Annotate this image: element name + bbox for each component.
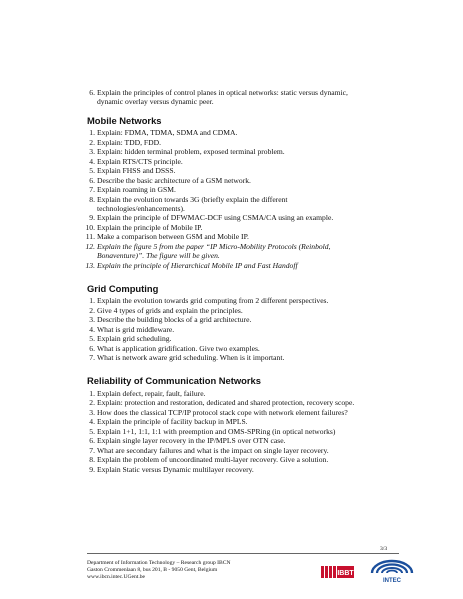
list-item [85, 222, 427, 232]
item-number: 1. [89, 388, 95, 398]
item-number: 6. [89, 436, 95, 445]
item-text-line: Explain the problem of uncoordinated multi-layer recovery. Give a solution. [97, 455, 329, 464]
list-item [89, 353, 427, 362]
list-item [89, 455, 427, 464]
section-heading: Mobile Networks [87, 115, 162, 126]
item-number: 1. [89, 128, 95, 137]
item-number: 5. [89, 166, 95, 175]
list-item [89, 398, 427, 407]
list-item [89, 88, 427, 107]
item-text-line: Explain the principle of Hierarchical Mobile IP and Fast Handoff [97, 260, 298, 270]
item-text-line: What is network aware grid scheduling. When is it important. [97, 353, 285, 362]
list-item [89, 343, 427, 353]
item-number: 5. [89, 426, 95, 436]
item-text-line: Explain RTS/CTS principle. [97, 156, 183, 166]
intec-logo [368, 557, 416, 584]
footer-website: www.ibcn.intec.UGent.be [87, 574, 146, 580]
item-text-line: Explain FHSS and DSSS. [97, 166, 176, 175]
item-text-line: Explain: FDMA, TDMA, SDMA and CDMA. [97, 128, 238, 137]
section-heading: Reliability of Communication Networks [87, 375, 261, 386]
item-number: 4. [89, 324, 95, 334]
item-number: 2. [89, 398, 95, 407]
item-text-line: Explain the evolution towards 3G (briefly explain the different [97, 194, 288, 204]
item-number: 7. [89, 185, 95, 194]
item-text-line: Explain single layer recovery in the IP/MPLS over OTN case. [97, 436, 286, 445]
list-item [89, 194, 427, 214]
intec-logo-text: INTEC [383, 578, 401, 584]
list-item [89, 156, 427, 166]
list-item [89, 296, 427, 305]
item-number: 3. [89, 147, 95, 156]
list-item [89, 407, 427, 417]
item-text-line: Explain: protection and restoration, dedicated and shared protection, recovery scope. [97, 398, 355, 407]
list-item [89, 464, 427, 474]
list-item [89, 436, 427, 445]
list-item [89, 185, 427, 194]
item-text-line: Explain the evolution towards grid computing from 2 different perspectives. [97, 296, 329, 305]
page-number: 3/3 [380, 546, 388, 552]
item-number: 11. [85, 232, 95, 241]
list-item [89, 315, 427, 324]
item-text-line: Explain: TDD, FDD. [97, 137, 161, 147]
item-number: 7. [89, 353, 95, 362]
item-text-line: Explain the principles of control planes in optical networks: static versus dynamic, [97, 88, 348, 97]
list-item [89, 166, 427, 175]
section-heading: Grid Computing [87, 283, 159, 294]
ibbt-logo-text: IBBT [337, 570, 354, 577]
list-item [89, 417, 427, 426]
item-number: 10. [85, 222, 95, 232]
item-text-line: How does the classical TCP/IP protocol stack cope with network element failures? [97, 407, 348, 417]
item-text-line: Describe the basic architecture of a GSM network. [97, 175, 251, 185]
item-number: 6. [89, 175, 95, 185]
item-number: 9. [89, 464, 95, 474]
item-number: 3. [89, 407, 95, 417]
list-item [89, 445, 427, 455]
list-item [85, 241, 427, 261]
item-text-line: Explain Static versus Dynamic multilayer recovery. [97, 464, 254, 474]
item-text-line: Explain defect, repair, fault, failure. [97, 388, 206, 398]
item-number: 2. [89, 137, 95, 147]
item-text-line: Give 4 types of grids and explain the principles. [97, 305, 243, 315]
item-number: 1. [89, 296, 95, 305]
item-number: 4. [89, 156, 95, 166]
item-text-line: technologies/enhancements). [97, 203, 185, 213]
list-item [89, 175, 427, 185]
item-text-line: Explain the figure 5 from the paper “IP Micro-Mobility Protocols (Reinbold, [97, 241, 331, 251]
item-text-line: Make a comparison between GSM and Mobile IP. [97, 232, 249, 241]
list-item [89, 213, 427, 222]
item-text-line: Explain grid scheduling. [97, 334, 172, 343]
item-text-line: What is application gridification. Give two examples. [97, 343, 260, 353]
item-number: 3. [89, 315, 95, 324]
item-number: 13. [85, 260, 95, 270]
list-item [85, 232, 427, 241]
list-item [85, 260, 427, 270]
list-item [89, 388, 427, 398]
item-number: 8. [89, 455, 95, 464]
item-number: 7. [89, 445, 95, 455]
item-number: 8. [89, 194, 95, 204]
item-number: 4. [89, 417, 95, 426]
footer-address: Gaston Crommenlaan 8, bus 201, B - 9050 Gent, Belgium [87, 567, 218, 573]
item-text-line: Explain the principle of DFWMAC-DCF using CSMA/CA using an example. [97, 213, 334, 222]
list-item [89, 137, 427, 147]
item-number: 5. [89, 334, 95, 343]
item-number: 12. [85, 241, 95, 251]
item-text-line: What are secondary failures and what is the impact on single layer recovery. [97, 445, 329, 455]
footer-divider [87, 553, 399, 554]
item-number: 6. [89, 343, 95, 353]
item-text-line: Explain 1+1, 1:1, 1:1 with preemption and OMS-SPRing (in optical networks) [97, 426, 336, 436]
item-number: 2. [89, 305, 95, 315]
item-number: 6. [89, 88, 95, 97]
item-text-line: Bonaventure)”. The figure will be given. [97, 250, 220, 260]
item-text-line: Explain roaming in GSM. [97, 185, 176, 194]
item-text-line: Explain the principle of Mobile IP. [97, 222, 203, 232]
item-text-line: Explain the principle of facility backup in MPLS. [97, 417, 248, 426]
list-item [89, 324, 427, 334]
item-text-line: What is grid middleware. [97, 324, 175, 334]
list-item [89, 147, 427, 156]
item-text-line: dynamic overlay versus dynamic peer. [97, 97, 214, 107]
item-text-line: Explain: hidden terminal problem, exposed terminal problem. [97, 147, 285, 156]
list-item [89, 334, 427, 343]
list-item [89, 305, 427, 315]
item-number: 9. [89, 213, 95, 222]
list-item [89, 426, 427, 436]
list-item [89, 128, 427, 137]
item-text-line: Describe the building blocks of a grid architecture. [97, 315, 252, 324]
footer-department: Department of Information Technology – Research group IBCN [87, 560, 231, 566]
